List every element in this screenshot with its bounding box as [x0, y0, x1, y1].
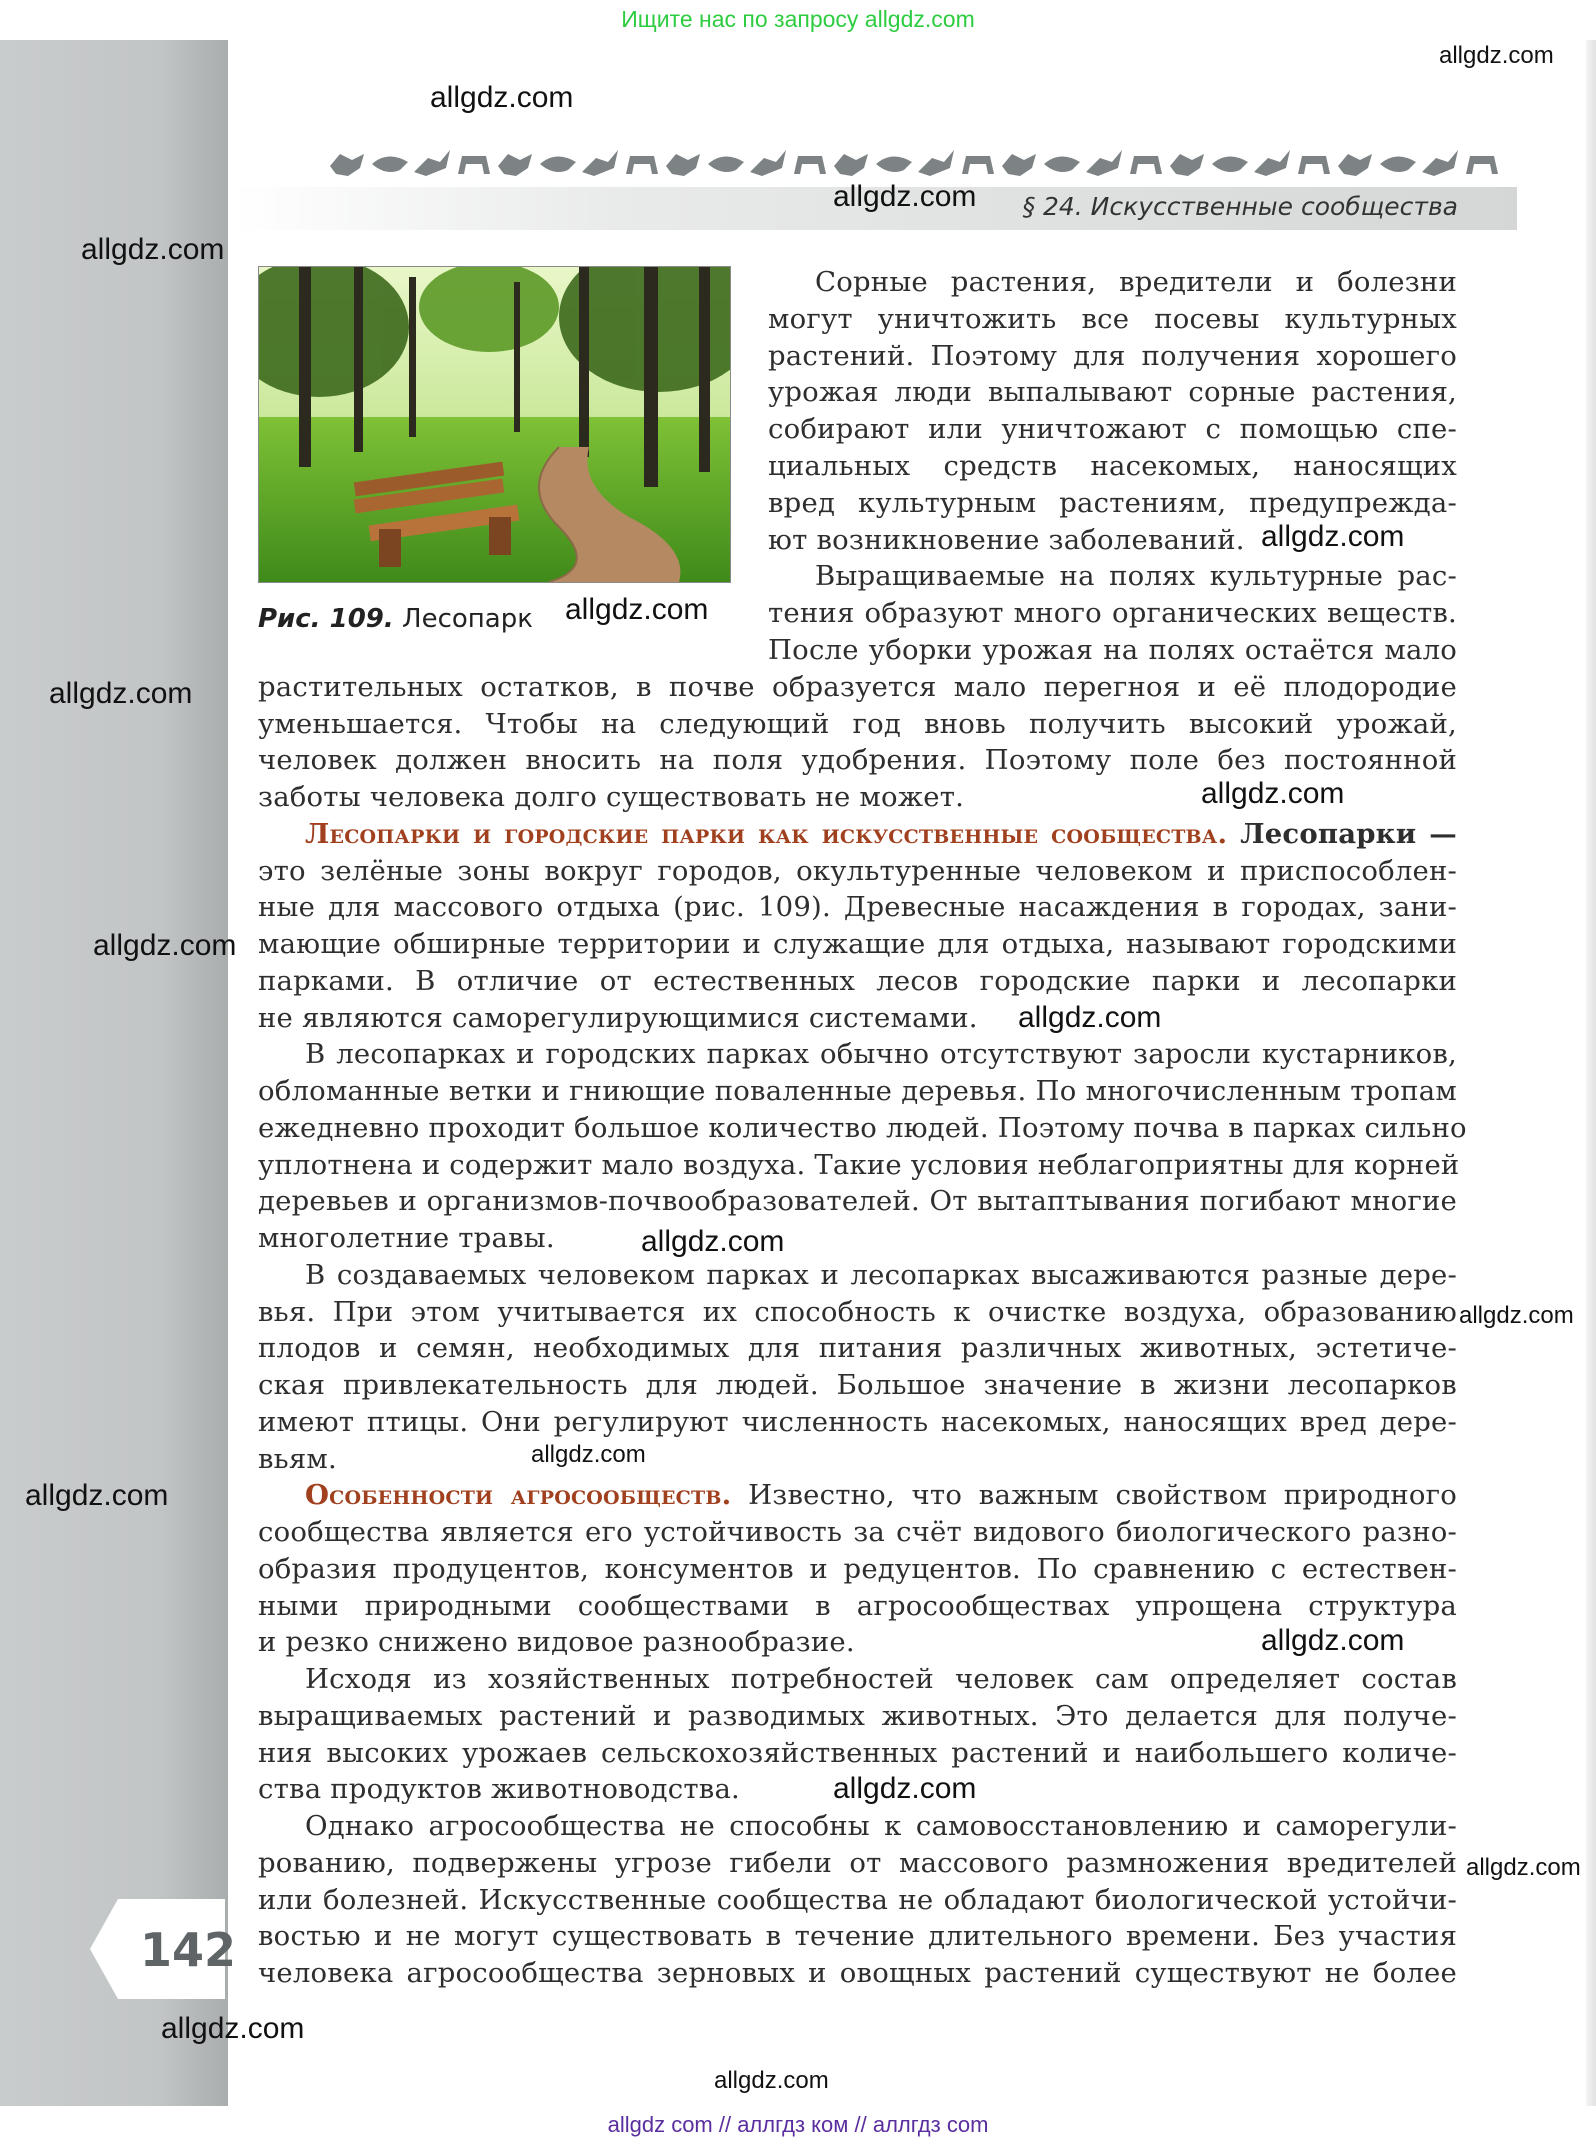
- text-line: Однако агросообщества не способны к самовосстановлению и саморегули-: [305, 1810, 1457, 1842]
- watermark[interactable]: allgdz.com: [565, 593, 709, 626]
- text-line: Исходя из хозяйственных потребностей человек сам определяет состав: [305, 1663, 1457, 1695]
- caption-number: Рис. 109.: [258, 604, 394, 634]
- text-line: собирают или уничтожают с помощью спе-: [768, 413, 1457, 445]
- text-line: парками. В отличие от естественных лесов городские парки и лесопарки: [258, 965, 1457, 997]
- text-line: уменьшается. Чтобы на следующий год вновь получить высокий урожай,: [258, 708, 1457, 740]
- animal-silhouette-icon: [1002, 154, 1036, 176]
- page-margin-band: [0, 40, 228, 2106]
- text-line: мающие обширные территории и служащие для отдыха, называют городскими: [258, 928, 1457, 960]
- text-line: В лесопарках и городских парках обычно отсутствуют заросли кустарников,: [305, 1038, 1457, 1070]
- watermark[interactable]: allgdz.com: [25, 1479, 169, 1512]
- animal-silhouette-icon: [582, 150, 618, 176]
- animal-silhouette-icon: [1422, 150, 1458, 176]
- text-line: человек должен вносить на поля удобрения. Поэтому поле без постоянной: [258, 744, 1457, 776]
- watermark[interactable]: allgdz.com: [49, 677, 193, 710]
- watermark[interactable]: allgdz.com: [1459, 1302, 1574, 1329]
- figure-caption: [258, 604, 533, 634]
- text-line: растительных остатков, в почве образуется мало перегноя и её плодородие: [258, 671, 1457, 703]
- animal-silhouette-icon: [498, 154, 532, 176]
- animal-silhouette-icon: [794, 156, 826, 174]
- text-line: сообщества является его устойчивость за счёт видового биологического разно-: [258, 1516, 1457, 1548]
- text-line: могут уничтожить все посевы культурных: [768, 303, 1457, 335]
- animal-silhouette-icon: [962, 156, 994, 174]
- watermark[interactable]: allgdz.com: [714, 2067, 829, 2094]
- animal-silhouette-icon: [1130, 156, 1162, 174]
- text-line: человека агросообщества зерновых и овощных растений существуют не более: [258, 1957, 1457, 1989]
- animal-silhouette-icon: [540, 156, 576, 172]
- text-line: урожая люди выпалывают сорные растения,: [768, 376, 1457, 408]
- text-line: имеют птицы. Они регулируют численность насекомых, наносящих вред дере-: [258, 1406, 1457, 1438]
- section-heading-agrocommunities: Особенности агросообществ.: [305, 1479, 732, 1511]
- text-line: В создаваемых человеком парках и лесопарках высаживаются разные дере-: [305, 1259, 1457, 1291]
- page-number: 142: [140, 1923, 237, 1977]
- animal-silhouette-icon: [330, 154, 364, 176]
- text-fragment: Известно, что важным свойством природного: [731, 1479, 1457, 1511]
- caption-text: Лесопарк: [402, 604, 533, 634]
- text-line: ными природными сообществами в агросообществах упрощена структура: [258, 1590, 1457, 1622]
- text-line: образия продуцентов, консументов и редуцентов. По сравнению с естествен-: [258, 1553, 1457, 1585]
- animal-silhouette-icon: [1086, 150, 1122, 176]
- watermark[interactable]: allgdz.com: [1466, 1854, 1581, 1881]
- text-line: плодов и семян, необходимых для питания различных животных, эстетиче-: [258, 1332, 1457, 1364]
- page-right-edge: [1586, 40, 1596, 2106]
- text-line: или болезней. Искусственные сообщества не обладают биологической устойчи-: [258, 1884, 1457, 1916]
- animal-silhouette-icon: [1466, 156, 1498, 174]
- animal-silhouette-icon: [750, 150, 786, 176]
- text-line: [258, 816, 1457, 853]
- animal-silhouette-icon: [834, 154, 868, 176]
- top-banner[interactable]: Ищите нас по запросу allgdz.com: [621, 6, 975, 32]
- text-line: не являются саморегулирующимися системами.: [258, 1002, 978, 1034]
- watermark[interactable]: allgdz.com: [81, 233, 225, 266]
- animal-silhouette-icon: [1212, 156, 1248, 172]
- text-line: После уборки урожая на полях остаётся мало: [768, 634, 1457, 666]
- watermark[interactable]: allgdz.com: [1261, 1624, 1405, 1657]
- text-line: ния высоких урожаев сельскохозяйственных растений и наибольшего количе-: [258, 1737, 1457, 1769]
- text-line: многолетние травы.: [258, 1222, 555, 1254]
- animal-silhouette-icon: [1254, 150, 1290, 176]
- text-line: вред культурным растениям, предупрежда-: [768, 487, 1457, 519]
- text-line: тения образуют много органических веществ.: [768, 597, 1457, 629]
- text-line: и резко снижено видовое разнообразие.: [258, 1626, 855, 1658]
- figure-park-photo: [258, 266, 731, 583]
- watermark[interactable]: allgdz.com: [93, 929, 237, 962]
- watermark[interactable]: allgdz.com: [833, 180, 977, 213]
- watermark[interactable]: allgdz.com: [833, 1772, 977, 1805]
- animal-silhouette-icon: [626, 156, 658, 174]
- text-line: вьям.: [258, 1443, 337, 1475]
- text-line: заботы человека долго существовать не может.: [258, 781, 965, 813]
- text-line: ская привлекательность для людей. Большое значение в жизни лесопарков: [258, 1369, 1457, 1401]
- watermark[interactable]: allgdz.com: [1018, 1001, 1162, 1034]
- section-heading-forest-parks: Лесопарки и городские парки как искусственные сообщества.: [305, 818, 1228, 850]
- watermark[interactable]: allgdz.com: [161, 2012, 305, 2045]
- text-line: это зелёные зоны вокруг городов, окультуренные человеком и приспособлен-: [258, 855, 1457, 887]
- animal-silhouette-icon: [1380, 156, 1416, 172]
- watermark[interactable]: allgdz.com: [430, 81, 574, 114]
- text-line: выращиваемых растений и разводимых животных. Это делается для получе-: [258, 1700, 1457, 1732]
- watermark[interactable]: allgdz.com: [1439, 42, 1554, 69]
- watermark[interactable]: allgdz.com: [1201, 777, 1345, 810]
- text-line: циальных средств насекомых, наносящих: [768, 450, 1457, 482]
- park-bench-illustration: [259, 267, 730, 582]
- text-line: деревьев и организмов-почвообразователей. От вытаптывания погибают многие: [258, 1185, 1457, 1217]
- watermark[interactable]: allgdz.com: [531, 1441, 646, 1468]
- text-line: растений. Поэтому для получения хорошего: [768, 340, 1457, 372]
- animal-silhouette-icon: [372, 156, 408, 172]
- term-forest-parks: Лесопарки —: [1227, 818, 1457, 850]
- animal-silhouette-icon: [1298, 156, 1330, 174]
- text-line: ежедневно проходит большое количество людей. Поэтому почва в парках сильно: [258, 1112, 1467, 1144]
- text-line: востью и не могут существовать в течение длительного времени. Без участия: [258, 1920, 1457, 1952]
- text-line: рованию, подвержены угрозе гибели от массового размножения вредителей: [258, 1847, 1457, 1879]
- text-line: [258, 1477, 1457, 1514]
- animal-silhouette-icon: [1338, 154, 1372, 176]
- animal-silhouette-icon: [876, 156, 912, 172]
- animal-silhouette-icon: [1170, 154, 1204, 176]
- footer-links[interactable]: allgdz com // аллгдз ком // аллгдз com: [607, 2112, 989, 2137]
- text-line: ства продуктов животноводства.: [258, 1773, 740, 1805]
- text-line: уплотнена и содержит мало воздуха. Такие условия неблагоприятны для корней: [258, 1149, 1460, 1181]
- animal-silhouettes-strip: [330, 142, 1520, 182]
- text-line: обломанные ветки и гниющие поваленные деревья. По многочисленным тропам: [258, 1075, 1457, 1107]
- animal-silhouette-icon: [414, 150, 450, 176]
- animal-silhouette-icon: [666, 154, 700, 176]
- animal-silhouette-icon: [458, 156, 490, 174]
- animal-silhouette-icon: [708, 156, 744, 172]
- watermark[interactable]: allgdz.com: [1261, 520, 1405, 553]
- text-line: Выращиваемые на полях культурные рас-: [815, 560, 1457, 592]
- text-line: ные для массового отдыха (рис. 109). Древесные насаждения в городах, зани-: [258, 891, 1457, 923]
- text-line: ют возникновение заболеваний.: [768, 524, 1245, 556]
- animal-silhouette-icon: [918, 150, 954, 176]
- chapter-title: § 24. Искусственные сообщества: [1022, 192, 1458, 221]
- text-line: вья. При этом учитывается их способность к очистке воздуха, образованию: [258, 1296, 1457, 1328]
- animal-silhouette-icon: [1044, 156, 1080, 172]
- watermark[interactable]: allgdz.com: [641, 1225, 785, 1258]
- text-line: Сорные растения, вредители и болезни: [815, 266, 1457, 298]
